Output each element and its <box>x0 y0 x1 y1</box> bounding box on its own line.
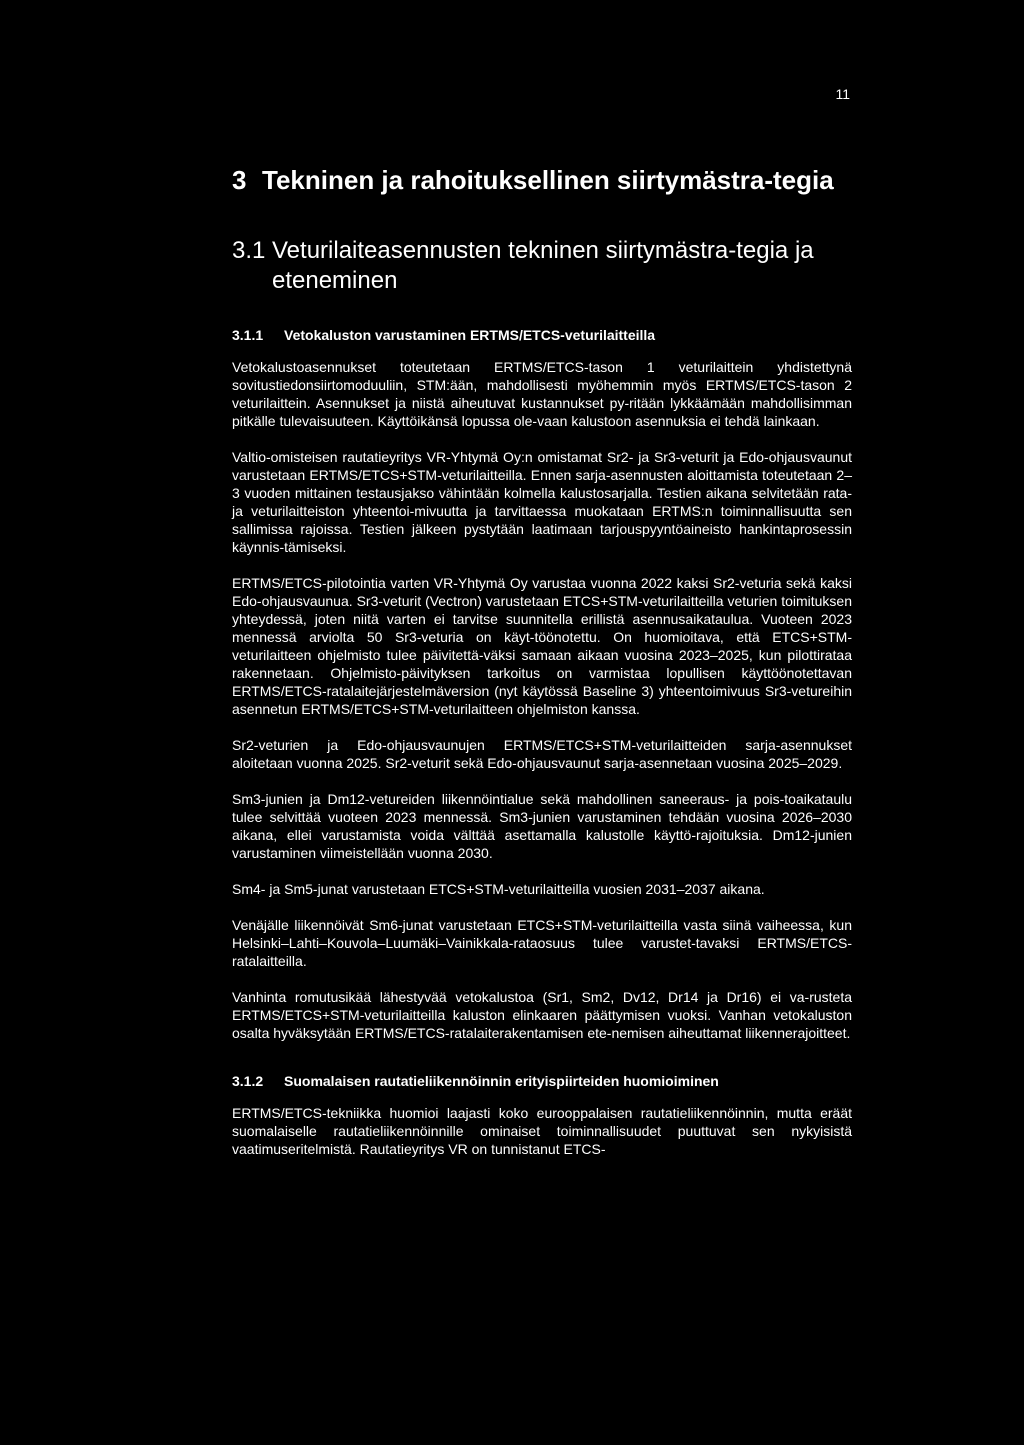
paragraph: ERTMS/ETCS-pilotointia varten VR-Yhtymä Oy varustaa vuonna 2022 kaksi Sr2-veturia sekä kaksi Edo-ohjausvaunua. Sr3-veturit (Vectron) varustetaan ETCS+STM-veturilaitteilla veturien toimituksen yhteydessä, joten niitä varten ei tarvitse suunnitella erillistä asennusaikataulua. Vuoteen 2023 mennessä arviolta 50 Sr3-veturia on käyt-töönotettu. On huomioitava, että ETCS+STM-veturilaitteen ohjelmisto tulee päivitettä-väksi samaan aikaan vuosina 2023–2025, kun pilottirataa rakennetaan. Ohjelmisto-päivityksen tarkoitus on varmistaa lopullisen käyttöönotettavan ERTMS/ETCS-ratalaitejärjestelmäversion (nyt käytössä Baseline 3) yhteentoimivuus Sr3-vetureihin asennetun ERTMS/ETCS+STM-veturilaitteen ohjelmiston kanssa. <box>232 575 852 717</box>
paragraph: Vanhinta romutusikää lähestyvää vetokalustoa (Sr1, Sm2, Dv12, Dr14 ja Dr16) ei va-rusteta ERTMS/ETCS+STM-veturilaitteilla kaluston elinkaaren päättymisen vuoksi. Vanhan vetokaluston osalta hyväksytään ERTMS/ETCS-ratalaiterakentamisen ete-nemisen aiheuttamat liikennerajoitteet. <box>232 989 852 1041</box>
paragraph: Venäjälle liikennöivät Sm6-junat varustetaan ETCS+STM-veturilaitteilla vasta siinä vaiheessa, kun Helsinki–Lahti–Kouvola–Luumäki–Vainikkala-rataosuus tulee varustet-tavaksi ERTMS/ETCS-ratalaitteilla. <box>232 917 852 969</box>
paragraph: Sm4- ja Sm5-junat varustetaan ETCS+STM-veturilaitteilla vuosien 2031–2037 aikana. <box>232 881 765 897</box>
paragraph: Vetokalustoasennukset toteutetaan ERTMS/ETCS-tason 1 veturilaittein yhdistettynä sovitustiedonsiirtomoduuliin, STM:ään, mahdollisesti myöhemmin myös ERTMS/ETCS-tason 2 veturilaittein. Asennukset ja niistä aiheutuvat kustannukset py-ritään lykkäämään mahdollisimman pitkälle tulevaisuuteen. Käyttöikänsä lopussa ole-vaan kalustoon asennuksia ei tehdä lainkaan. <box>232 359 852 429</box>
page-content <box>232 164 852 1176</box>
page-number: 11 <box>835 86 850 102</box>
chapter-number: 3 <box>232 165 247 195</box>
subsection-number: 3.1.1 <box>232 327 264 343</box>
subsection-heading-1 <box>232 326 852 344</box>
paragraph: ERTMS/ETCS-tekniikka huomioi laajasti koko eurooppalaisen rautatieliikennöinnin, mutta eräät suomalaiselle rautatieliikennöinnille ominaiset toiminnallisuudet puuttuvat sen nykyisistä vaatimuseritelmistä. Rautatieyritys VR on tunnistanut ETCS- <box>232 1105 852 1157</box>
paragraph: Sr2-veturien ja Edo-ohjausvaunujen ERTMS/ETCS+STM-veturilaitteiden sarja-asennukset aloitetaan vuonna 2025. Sr2-veturit sekä Edo-ohjausvaunut sarja-asennetaan vuosina 2025–2029. <box>232 737 852 771</box>
subsection-number: 3.1.2 <box>232 1073 264 1089</box>
subsection-title: Vetokaluston varustaminen ERTMS/ETCS-veturilaitteilla <box>284 327 656 343</box>
paragraph: Valtio-omisteisen rautatieyritys VR-Yhtymä Oy:n omistamat Sr2- ja Sr3-veturit ja Edo-ohjausvaunut varustetaan ERTMS/ETCS+STM-veturilaitteilla. Ennen sarja-asennusten aloittamista toteutetaan 2–3 vuoden mittainen testausjakso vähintään kolmella kalustosarjalla. Testien aikana selvitetään rata- ja veturilaitteiston yhteentoi-mivuutta ja tarvittaessa muokataan ERTMS:n toiminnallisuutta sen sallimissa rajoissa. Testien jälkeen pystytään laatimaan tarjouspyyntöaineisto hankintaprosessin käynnis-tämiseksi. <box>232 449 852 555</box>
chapter-heading <box>232 164 852 196</box>
section-title: Veturilaiteasennusten tekninen siirtymästra-tegia ja eteneminen <box>272 237 814 294</box>
subsection-title: Suomalaisen rautatieliikennöinnin erityispiirteiden huomioiminen <box>284 1073 719 1089</box>
subsection-heading-2 <box>232 1072 852 1090</box>
paragraph: Sm3-junien ja Dm12-vetureiden liikennöintialue sekä mahdollinen saneeraus- ja pois-toaikataulu tulee selvittää vuoteen 2023 mennessä. Sm3-junien varustaminen tehdään vuosina 2026–2030 aikana, ellei varustamista voida välttää asettamalla kalustolle käyttö-rajoituksia. Dm12-junien varustaminen viimeistellään vuonna 2030. <box>232 791 852 861</box>
chapter-title: Tekninen ja rahoituksellinen siirtymästra-tegia <box>262 165 834 195</box>
section-heading <box>232 236 852 296</box>
section-number: 3.1 <box>232 237 266 264</box>
